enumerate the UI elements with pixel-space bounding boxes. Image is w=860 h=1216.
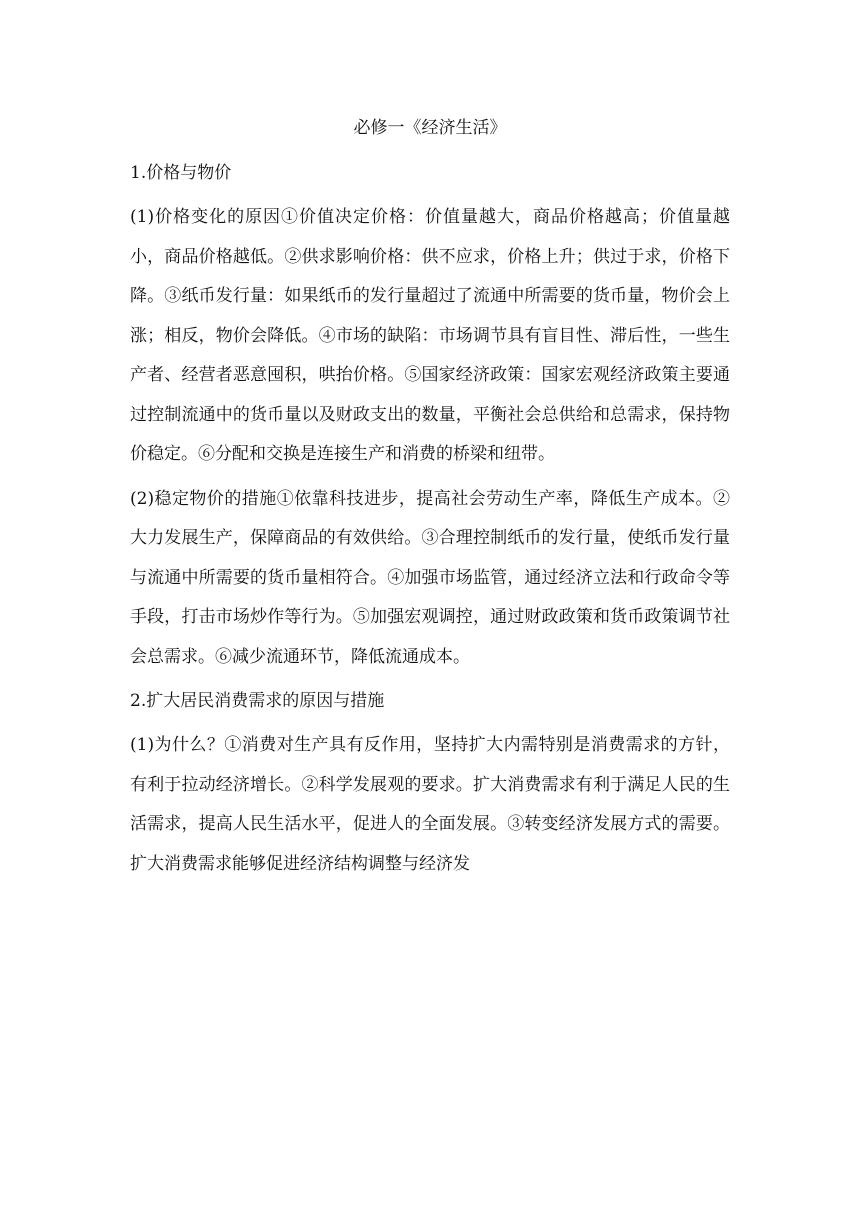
document-title: 必修一《经济生活》 — [353, 118, 507, 138]
paragraph-price-change-causes: (1)价格变化的原因①价值决定价格：价值量越大，商品价格越高；价值量越小，商品价格越低。②供求影响价格：供不应求，价格上升；供过于求，价格下降。③纸币发行量：如果纸币的发行量超过了流通中所需要的货币量，物价会上涨；相反，物价会降低。④市场的缺陷：市场调节具有盲目性、滞后性，一些生产者、经营者恶意囤积，哄抬价格。⑤国家经济政策：国家宏观经济政策主要通过控制流通中的货币量以及财政支出的数量，平衡社会总供给和总需求，保持物价稳定。⑥分配和交换是连接生产和消费的桥梁和纽带。 — [130, 207, 730, 464]
section-heading-consumption: 2.扩大居民消费需求的原因与措施 — [130, 691, 385, 711]
section-price — [130, 154, 730, 677]
section-heading-price: 1.价格与物价 — [130, 163, 232, 183]
document-page — [130, 108, 730, 889]
section-consumption — [130, 682, 730, 884]
paragraph-consumption-reasons: (1)为什么？①消费对生产具有反作用，坚持扩大内需特别是消费需求的方针，有利于拉动经济增长。②科学发展观的要求。扩大消费需求有利于满足人民的生活需求，提高人民生活水平，促进人的全面发展。③转变经济发展方式的需要。扩大消费需求能够促进经济结构调整与经济发 — [130, 735, 730, 874]
paragraph-price-stabilization-measures: (2)稳定物价的措施①依靠科技进步，提高社会劳动生产率，降低生产成本。②大力发展生产，保障商品的有效供给。③合理控制纸币的发行量，使纸币发行量与流通中所需要的货币量相符合。④加强市场监管，通过经济立法和行政命令等手段，打击市场炒作等行为。⑤加强宏观调控，通过财政政策和货币政策调节社会总需求。⑥减少流通环节，降低流通成本。 — [130, 488, 730, 667]
